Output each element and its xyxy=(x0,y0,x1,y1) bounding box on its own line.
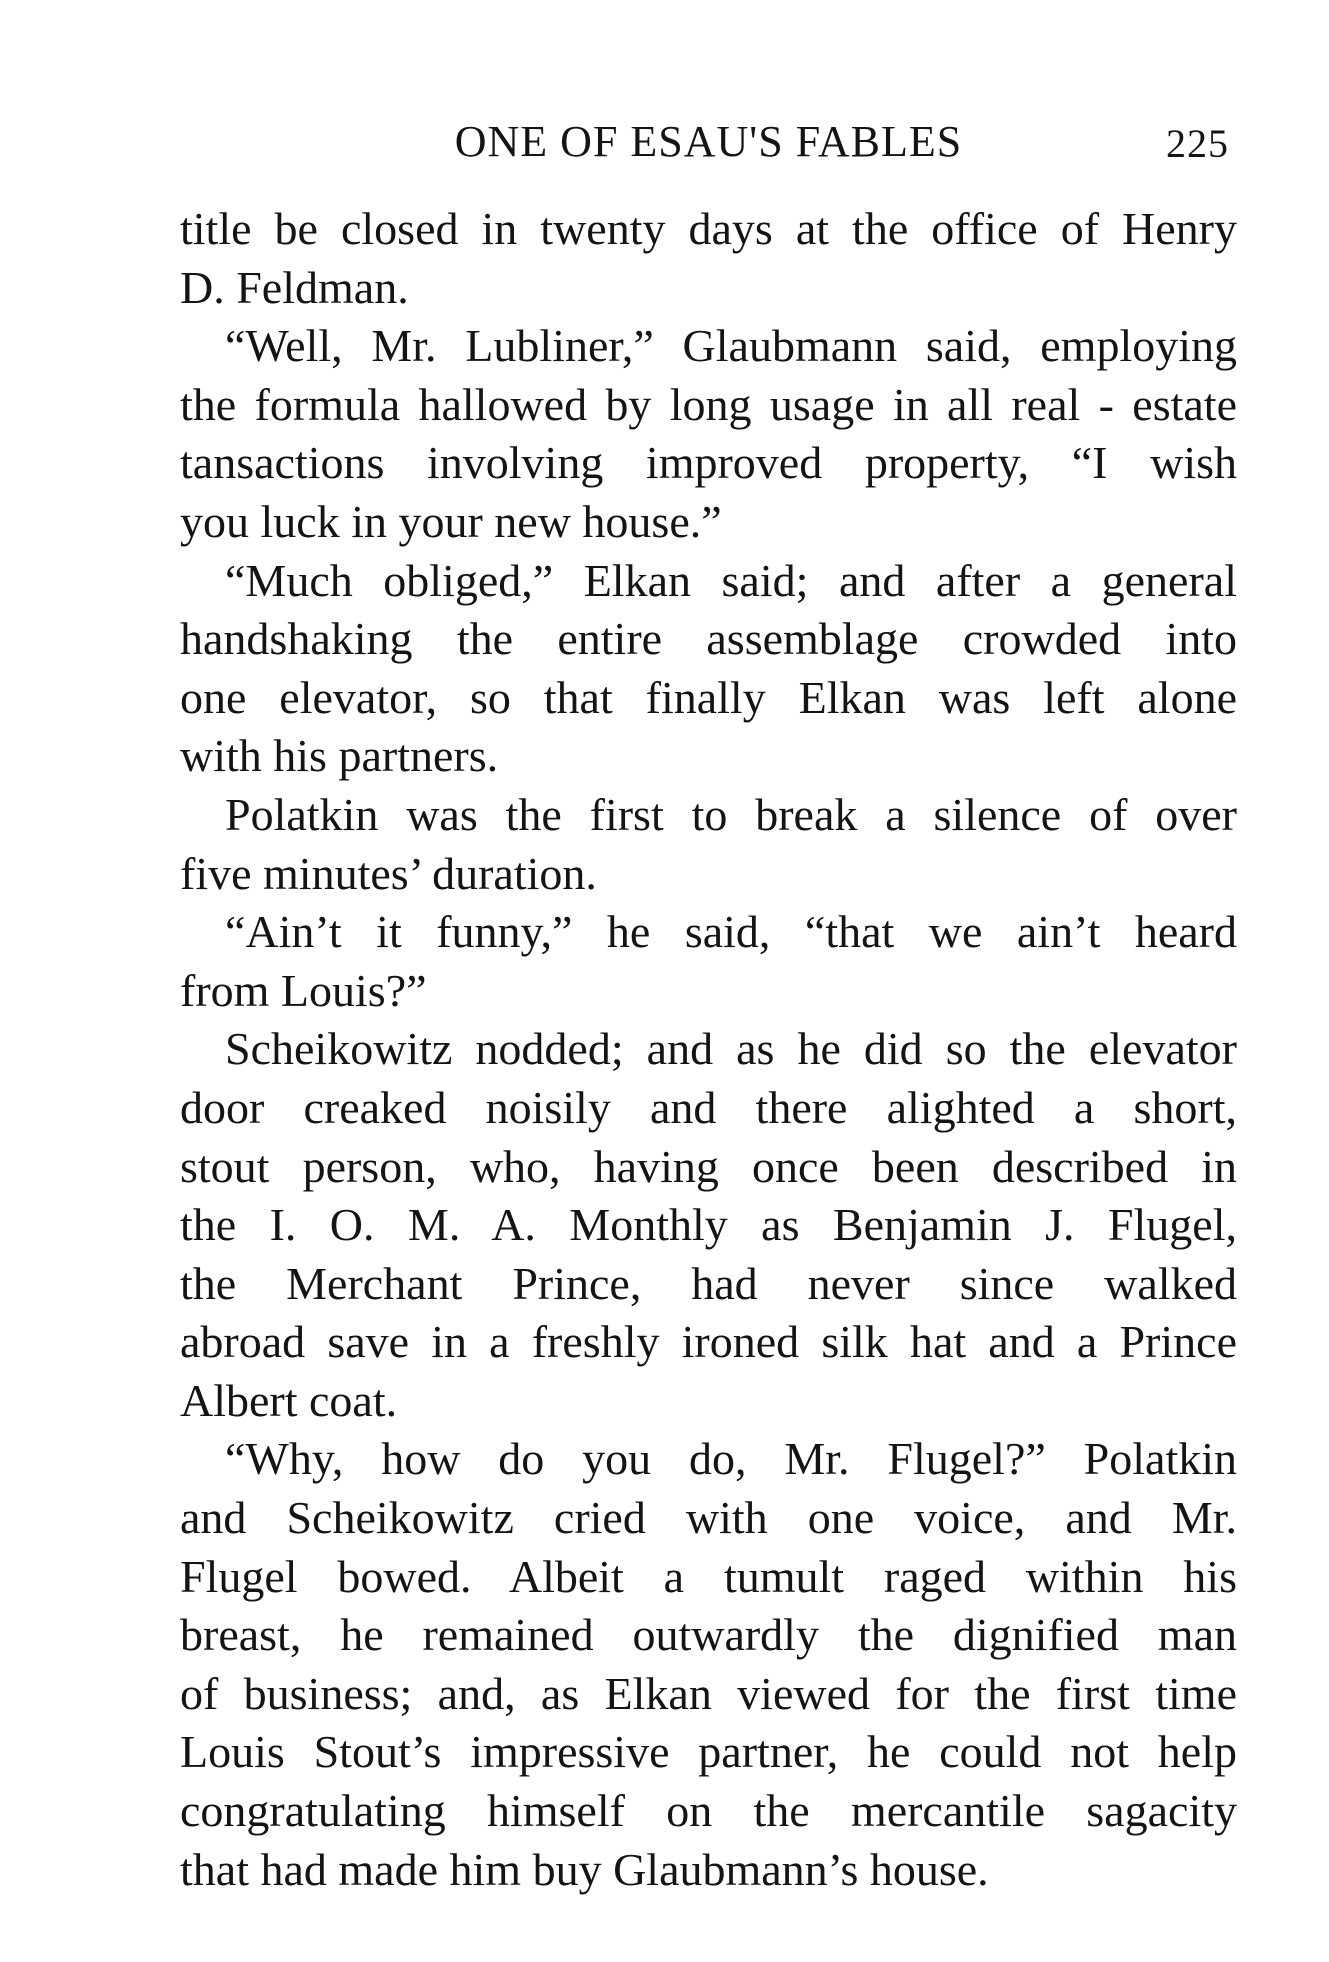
text-line: door creaked noisily and there alighted a short, xyxy=(180,1081,1237,1133)
text-line: you luck in your new house.” xyxy=(180,495,722,547)
text-line: from Louis?” xyxy=(180,964,427,1016)
text-line: of business; and, as Elkan viewed for the first time xyxy=(180,1667,1237,1719)
text-line: Flugel bowed. Albeit a tumult raged within his xyxy=(180,1550,1237,1602)
text-line: with his partners. xyxy=(180,730,499,782)
text-line: one elevator, so that finally Elkan was left alone xyxy=(180,671,1237,723)
text-line: the I. O. M. A. Monthly as Benjamin J. Flugel, xyxy=(180,1199,1237,1251)
text-line: title be closed in twenty days at the office of Henry xyxy=(180,203,1237,254)
text-line: Polatkin was the first to break a silence of over xyxy=(225,788,1237,840)
page-number: 225 xyxy=(1166,121,1229,166)
text-line: stout person, who, having once been described in xyxy=(180,1140,1237,1192)
text-line: handshaking the entire assemblage crowded into xyxy=(180,613,1237,665)
text-line: Albert coat. xyxy=(180,1374,398,1426)
text-line: Scheikowitz nodded; and as he did so the elevator xyxy=(225,1023,1237,1075)
text-line: “Much obliged,” Elkan said; and after a general xyxy=(225,554,1237,606)
text-line: breast, he remained outwardly the dignified man xyxy=(180,1609,1237,1661)
text-line: “Ain’t it funny,” he said, “that we ain’t heard xyxy=(225,906,1237,958)
text-line: abroad save in a freshly ironed silk hat and a Prince xyxy=(180,1316,1237,1368)
text-line: the Merchant Prince, had never since walked xyxy=(180,1257,1237,1309)
text-line: and Scheikowitz cried with one voice, and Mr. xyxy=(180,1492,1237,1544)
text-line: Louis Stout’s impressive partner, he could not help xyxy=(180,1726,1237,1778)
text-line: the formula hallowed by long usage in all real - estate xyxy=(180,378,1237,430)
running-title: ONE OF ESAU'S FABLES xyxy=(454,117,963,166)
text-line: “Why, how do you do, Mr. Flugel?” Polatkin xyxy=(225,1433,1237,1485)
text-line: “Well, Mr. Lubliner,” Glaubmann said, employing xyxy=(225,320,1237,372)
text-line: that had made him buy Glaubmann’s house. xyxy=(180,1843,989,1895)
text-line: congratulating himself on the mercantile sagacity xyxy=(180,1785,1237,1837)
body-text xyxy=(180,200,1237,1899)
text-line: D. Feldman. xyxy=(180,261,409,313)
running-head xyxy=(180,112,1237,172)
text-line: tansactions involving improved property, “I wish xyxy=(180,437,1237,489)
text-line: five minutes’ duration. xyxy=(180,847,597,899)
